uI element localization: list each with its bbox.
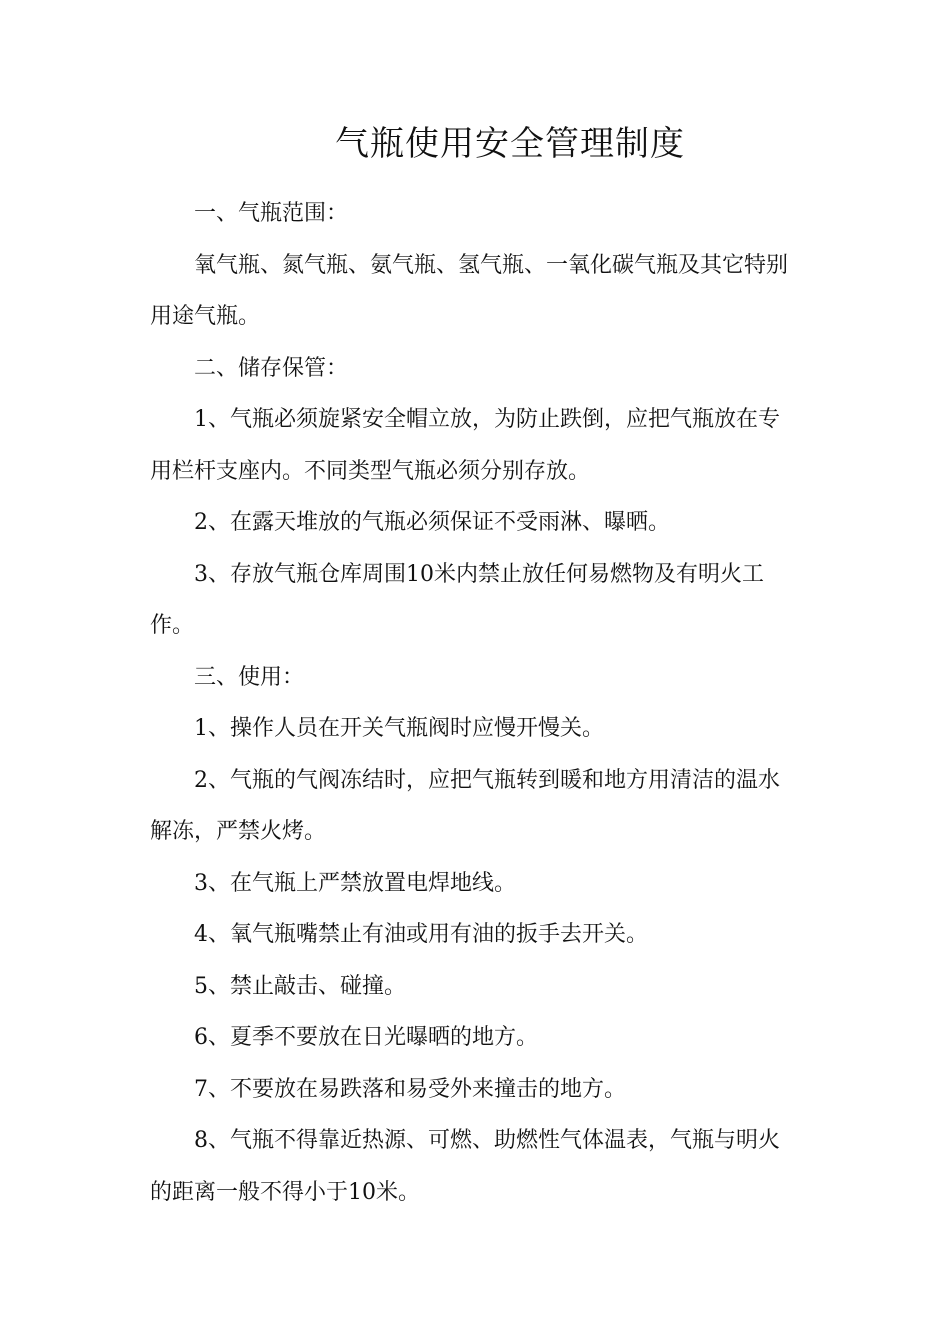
usage-item-8: 8、气瓶不得靠近热源、可燃、助燃性气体温表，气瓶与明火的距离一般不得小于10米。 xyxy=(150,1128,780,1205)
section-heading-scope: 一、气瓶范围： xyxy=(194,201,349,226)
document-title: 气瓶使用安全管理制度 xyxy=(335,124,685,164)
storage-item-3: 3、存放气瓶仓库周围10米内禁止放任何易燃物及有明火工作。 xyxy=(150,561,764,638)
storage-item-1: 1、气瓶必须旋紧安全帽立放，为防止跌倒，应把气瓶放在专用栏杆支座内。不同类型气瓶必须分别存放。 xyxy=(150,407,780,484)
storage-item-2: 2、在露天堆放的气瓶必须保证不受雨淋、曝晒。 xyxy=(194,510,670,535)
usage-item-4: 4、氧气瓶嘴禁止有油或用有油的扳手去开关。 xyxy=(194,922,648,947)
document-body xyxy=(150,188,800,1218)
usage-item-6: 6、夏季不要放在日光曝晒的地方。 xyxy=(194,1025,538,1050)
usage-item-1: 1、操作人员在开关气瓶阀时应慢开慢关。 xyxy=(194,716,604,741)
usage-item-2: 2、气瓶的气阀冻结时，应把气瓶转到暖和地方用清洁的温水解冻，严禁火烤。 xyxy=(150,767,780,844)
section-heading-storage: 二、储存保管： xyxy=(194,355,349,381)
usage-item-7: 7、不要放在易跌落和易受外来撞击的地方。 xyxy=(194,1076,626,1102)
section-heading-usage: 三、使用： xyxy=(194,664,305,690)
paragraph-scope-list: 氧气瓶、氮气瓶、氨气瓶、氢气瓶、一氧化碳气瓶及其它特别用途气瓶。 xyxy=(150,252,789,329)
usage-item-5: 5、禁止敲击、碰撞。 xyxy=(194,973,406,999)
usage-item-3: 3、在气瓶上严禁放置电焊地线。 xyxy=(194,870,516,896)
